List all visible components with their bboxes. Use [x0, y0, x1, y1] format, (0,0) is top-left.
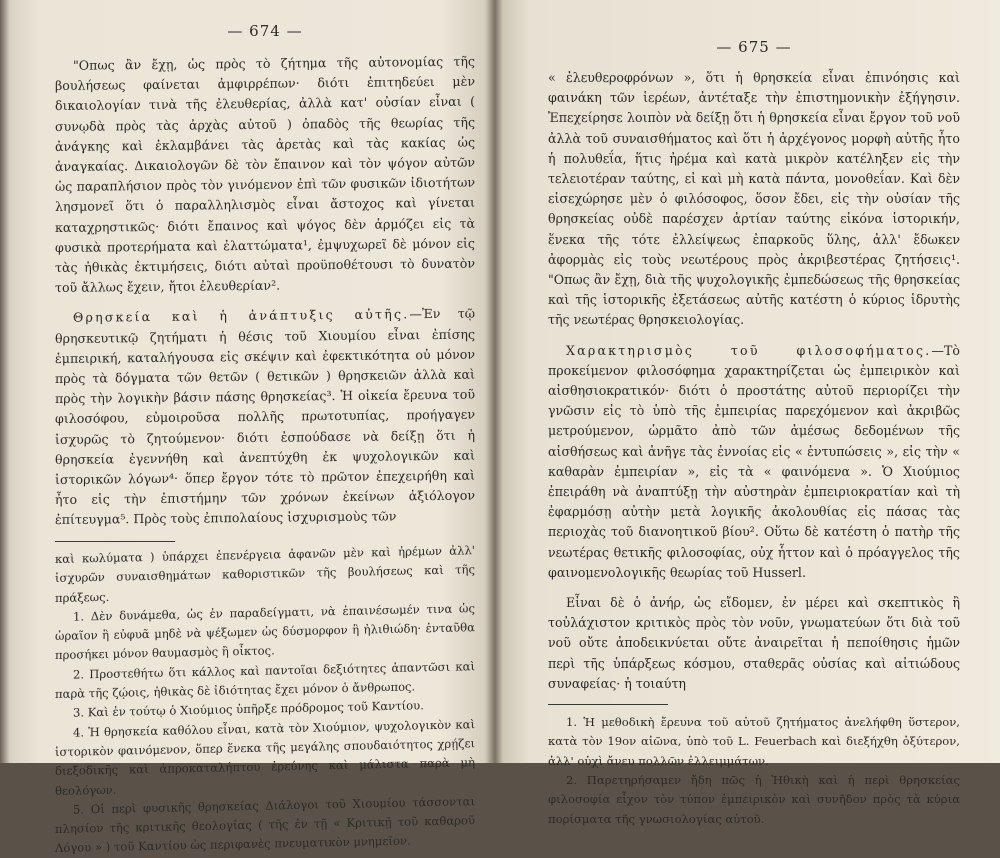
footnote-continuation: καὶ κωλύματα ) ὑπάρχει ἐπενέργεια ἀφανῶν μὲν καὶ ἠρέμων ἀλλ' ἰσχυρῶν συναισθημάτων καθοριστικῶν τῆς βουλήσεως καὶ τῆς πράξεως.: [55, 542, 475, 605]
section-heading: Χαρακτηρισμὸς τοῦ φιλοσοφήματος.: [566, 342, 932, 358]
section-paragraph: [548, 341, 960, 583]
section-paragraph: [55, 304, 475, 531]
footnote: 4. Ἡ θρησκεία καθόλου εἶναι, κατὰ τὸν Χιούμιον, ψυχολογικὸν καὶ ἱστορικὸν φαινόμενον, ὅπερ ἕνεκα τῆς μεγάλης σπουδαιότητος χρῄζει διεξοδικῆς καὶ ἀπροκαταλήπτου ἐρεύνης καὶ μάλιστα παρὰ μὴ θεολόγων.: [55, 716, 475, 798]
page-number: — 675 —: [716, 38, 792, 56]
footnotes: [55, 541, 475, 858]
paragraph: « ἐλευθεροφρόνων », ὅτι ἡ θρησκεία εἶναι ἐπινόησις καὶ φαινάκη τῶν ἱερέων, ἀντέταξε τὴν ἐπιστημονικὴν ἐξήγησιν. Ἐπεχείρησε λοιπὸν νὰ δείξῃ ὅτι ἡ θρησκεία εἶναι ἔργον τοῦ νοῦ ἀλλὰ τοῦ συναισθήματος καὶ ὅτι ἡ ἀρχέγονος μορφὴ αὐτῆς ἦτο ἡ πολυθεΐα, ἥτις ἠρέμα καὶ κατὰ μικρὸν κατέληξεν εἰς τὴν τελειοτέραν ταύτης, εἰ καὶ μὴ κατὰ πάντα, μονοθεΐαν. Καὶ δὲν εἰσεχώρησε μὲν ὁ φιλόσοφος, ὅσον ἔδει, εἰς τὴν οὐσίαν τῆς θρησκείας οὐδὲ παρέσχεν ἀρτίαν ταύτης εἰκόνα ἱστορικήν, ἕνεκα τῆς τότε ἐλλείψεως ἐπαρκοῦς ὕλης, ἀλλ' ἔδωκεν ἀφορμὰς εἰς τοὺς νεωτέρους πρὸς ἀκριβεστέρας ζητήσεις¹. "Οπως ἂν ἔχῃ, διὰ τῆς ψυχολογικῆς ἐμπεδώσεως τῆς θρησκείας καὶ τῆς ἱστορικῆς ἐξετάσεως αὐτῆς κατέστη ὁ κύριος ἱδρυτὴς τῆς νεωτέρας θρησκειολογίας.: [548, 70, 960, 328]
section-text: —Ἐν τῷ θρησκευτικῷ ζητήματι ἡ θέσις τοῦ Χιουμίου εἶναι ἐπίσης ἐμπειρική, καταλήγουσα εἰς σκέψιν καὶ ἐφεκτικότητα οὐ μόνον πρὸς τὰ δόγματα τῶν θετῶν ( θετικῶν ) θρησκειῶν ἀλλὰ καὶ πρὸς τὴν λογικὴν βάσιν πάσης θρησκείας³. Ἡ οἰκεία ἔρευνα τοῦ φιλοσόφου, εὐμοιροῦσα πολλῆς πρωτοτυπίας, προήγαγεν ἰσχυρῶς τὸ ζητούμενον· διότι ἐσπούδασε νὰ δείξῃ ὅτι ἡ θρησκεία ἐγεννήθη καὶ ἀνεπτύχθη ἐκ ψυχολογικῶν καὶ ἱστορικῶν λόγων⁴· ὅπερ ἔργον τότε τὸ πρῶτον ἐπεχειρήθη καὶ ἦτο εἰς τὴν ἐπιστήμην τῶν χρόνων ἐκείνων ἀξιόλογον ἐπίτευγμα⁵. Πρὸς τοὺς ἐπιπολαίους ἰσχυρισμοὺς τῶν: [55, 306, 475, 528]
footnote-divider: [548, 704, 668, 705]
main-text: [55, 52, 475, 531]
footnotes: [548, 713, 960, 829]
left-page: [55, 0, 475, 856]
section-heading: Θρησκεία καὶ ἡ ἀνάπτυξις αὐτῆς.: [73, 306, 410, 326]
page-number: — 674 —: [227, 22, 303, 40]
section-text: —Τὸ προκείμενον φιλοσόφημα χαρακτηρίζεται ὡς ἐμπειρικὸν καὶ αἰσθησιοκρατικόν· διότι ὁ προστάτης αὐτοῦ περιορίζει τὴν γνῶσιν εἰς τὸ ὑπὸ τῆς ἐμπειρίας παρεχόμενον καὶ ἀκριβῶς μετρούμενον, ὡρμᾶτο ἀπὸ τῶν ἀμέσως δεδομένων τῆς αἰσθήσεως καὶ ἀνῆγε τὰς ἐννοίας εἰς « ἐντυπώσεις », εἰς τὴν « καθαρὰν ἐμπειρίαν », εἰς τὰ « φαινόμενα ». Ὁ Χιούμιος ἐπειράθη νὰ ἀναπτύξῃ τὴν αὐστηρὰν ἐμπειριοκρατίαν καὶ τὴ ἐφαρμόσῃ αὐτὴν μετὰ λογικῆς ἀκολουθίας εἰς πάσας τὰς περιοχὰς τοῦ διανοητικοῦ βίου². Οὕτω δὲ κατέστη ὁ πατὴρ τῆς νεωτέρας θετικῆς φιλοσοφίας, οὐχ ἧττον καὶ ὁ πρόαγγελος τῆς φαινομενολογικῆς θεωρίας τοῦ Husserl.: [548, 342, 960, 580]
right-page: [548, 0, 960, 826]
footnote: 2. Παρετηρήσαμεν ἤδη πῶς ἡ Ἠθικὴ καὶ ἡ περὶ θρησκείας φιλοσοφία εἶχον τὸν τύπον ἐμπειρικὸν καὶ συνῆδον πρὸς τὰ κύρια πορίσματα τῆς γνωσιολογίας αὐτοῦ.: [548, 772, 960, 826]
paragraph: Εἶναι δὲ ὁ ἀνήρ, ὡς εἴδομεν, ἐν μέρει καὶ σκεπτικὸς ἢ τοὐλάχιστον κριτικὸς πρὸς τὸν νοῦν, γνωματεύων ὅτι διὰ τοῦ νοῦ οὔτε ἀποδεικνύεται οὔτε ἀναιρεῖται ἡ πεποίθησις ἡμῶν περὶ τῆς ὑπάρξεως κόσμου, σταθερᾶς οὐσίας καὶ αἰτιώδους συναφείας· ἡ τοιαύτη: [548, 595, 960, 691]
footnote: 2. Προστεθήτω ὅτι κάλλος καὶ παντοῖαι δεξιότητες ἀπαντῶσι καὶ παρὰ τῆς ζῴοις, ἠθικὰς δὲ ἰδιότητας ἔχει μόνον ὁ ἄνθρωπος.: [55, 658, 475, 701]
paragraph: "Οπως ἂν ἔχῃ, ὡς πρὸς τὸ ζήτημα τῆς αὐτονομίας τῆς βουλήσεως φαίνεται ἀμφιρρέπων· διότι ἐπιτηδεύει μὲν δικαιολογίαν τινὰ τῆς ἐλευθερίας, ἀλλὰ κατ' οὐσίαν εἶναι ( συνῳδὰ πρὸς τὰς ἀρχὰς αὐτοῦ ) ὀπαδὸς τῆς θεωρίας τῆς ἀνάγκης καὶ ἐκλαμβάνει τὰς ἀρετὰς καὶ τὰς κακίας ὡς ἀναγκαίας. Δικαιολογῶν δὲ τὸν ἔπαινον καὶ τὸν ψόγον αὐτῶν ὡς παραπλήσιον πρὸς τὸν γινόμενον ἐπὶ τῶν φυσικῶν ἰδιοτήτων λησμονεῖ ὅτι ὁ παραλληλισμὸς εἶναι ἄστοχος καὶ γίνεται καταχρηστικῶς· διότι ἔπαινος καὶ ψόγος δὲν ἁρμόζει εἰς τὰ φυσικὰ προτερήματα καὶ ἐλαττώματα¹, ἐμψυχωρεῖ δὲ μόνον εἰς τὰς ἠθικὰς ἐκτιμήσεις, διότι αὐταὶ προϋποθέτουσι τὸ δυνατὸν τοῦ ἄλλως ἔχειν, ἤτοι ἐλευθερίαν².: [55, 53, 475, 296]
footnote-divider: [55, 541, 175, 542]
footnote: 1. Ἡ μεθοδικὴ ἔρευνα τοῦ αὐτοῦ ζητήματος ἀνελήφθη ὕστερον, κατὰ τὸν 19ον αἰῶνα, ὑπὸ τοῦ L. Feuerbach καὶ διεξήχθη ὀξύτερον, ἀλλ' οὐχὶ ἄνευ πολλῶν ἐλλειμμάτων.: [548, 715, 960, 768]
footnote: 3. Καὶ ἐν τούτῳ ὁ Χιούμιος ὑπῆρξε πρόδρομος τοῦ Καντίου.: [73, 698, 424, 720]
footnote: 1. Δὲν δυνάμεθα, ὡς ἐν παραδείγματι, νὰ ἐπαινέσωμέν τινα ὡς ὡραῖον ἢ εὐφυᾶ μηδὲ νὰ ψέξωμεν ὡς δύσμορφον ἢ ἠλιθιώδη· ἐνταῦθα προσήκει μόνον θαυμασμὸς ἢ οἶκτος.: [55, 600, 475, 663]
main-text: [548, 68, 960, 694]
footnote: 5. Οἱ περὶ φυσικῆς θρησκείας Διάλογοι τοῦ Χιουμίου τάσσονται πλησίον τῆς κριτικῆς θεολογίας ( τῆς ἐν τῇ « Κριτικῇ τοῦ καθαροῦ Λόγου » ) τοῦ Καντίου ὡς περιφανὲς πνευματικὸν μνημεῖον.: [55, 793, 475, 856]
